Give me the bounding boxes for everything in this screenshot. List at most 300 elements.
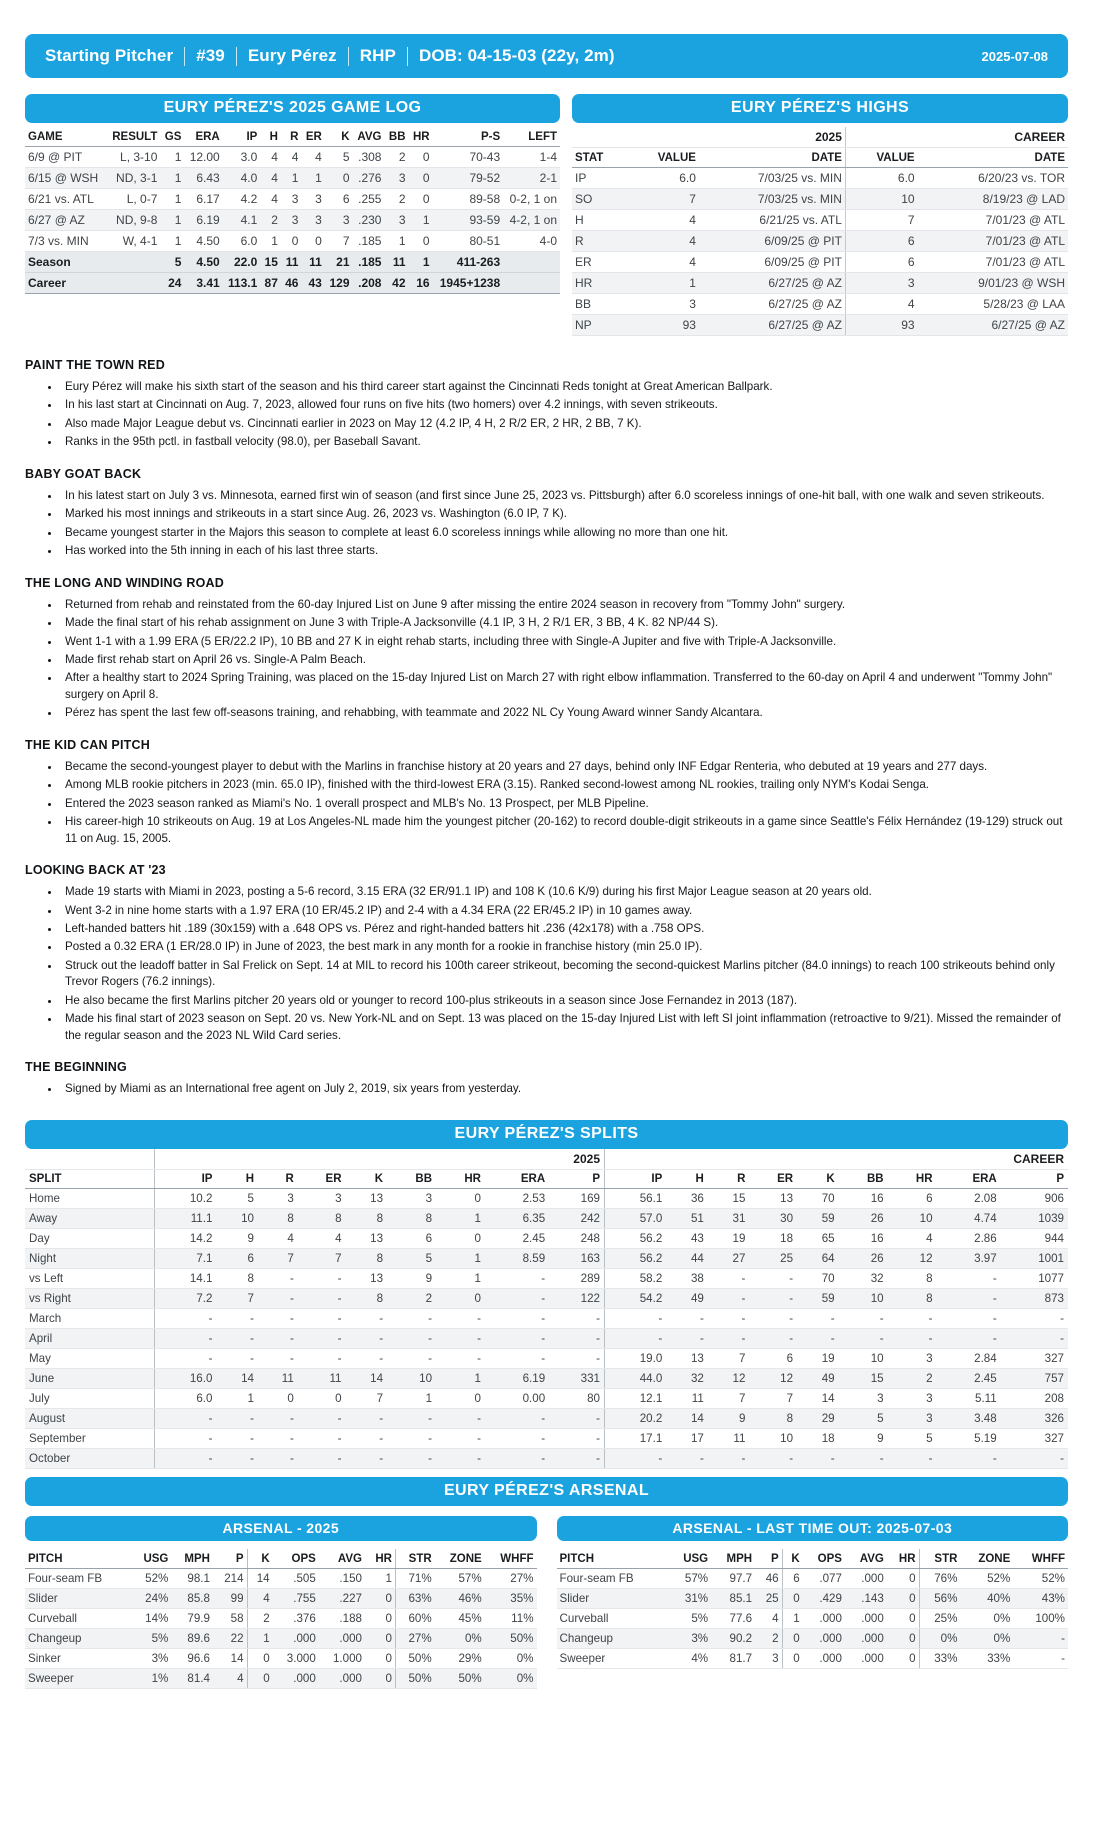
arsenal-last-out-cell: 3% xyxy=(668,1628,711,1648)
arsenal-2025-cell: 89.6 xyxy=(171,1628,213,1648)
splits-cell: 5 xyxy=(839,1408,888,1428)
highs-row xyxy=(572,294,1068,315)
splits-cell: - xyxy=(216,1428,258,1448)
splits-cell: - xyxy=(298,1448,346,1468)
splits-cell: - xyxy=(485,1448,549,1468)
arsenal-2025-cell: 5% xyxy=(131,1628,172,1648)
gamelog-cell: 7/3 vs. MIN xyxy=(25,231,106,252)
splits-cell: - xyxy=(298,1268,346,1288)
note-bullet: • Made 19 starts with Miami in 2023, posting a 5-6 record, 3.15 ERA (32 ER/91.1 IP) and 108 K (10.6 K/9) during his first Major League season at 20 years old. xyxy=(61,884,1068,900)
arsenal-last-out-cell: .000 xyxy=(845,1628,887,1648)
splits-cell: - xyxy=(258,1448,298,1468)
splits-section xyxy=(25,1120,1068,1469)
splits-cell: - xyxy=(216,1348,258,1368)
splits-cell: 44.0 xyxy=(605,1368,667,1388)
arsenal-2025-cell: .227 xyxy=(319,1588,365,1608)
gamelog-cell: 6 xyxy=(325,189,353,210)
arsenal-last-out-cell: 1 xyxy=(782,1608,803,1628)
splits-group-header-row xyxy=(25,1149,1068,1170)
arsenal-last-out-cell: 0% xyxy=(919,1628,960,1648)
splits-cell: 13 xyxy=(346,1268,388,1288)
arsenal-2025-cell: .376 xyxy=(273,1608,319,1628)
splits-cell: 32 xyxy=(666,1368,708,1388)
game-log-header-row xyxy=(25,127,560,147)
gamelog-cell: 2 xyxy=(384,147,408,168)
arsenal-last-out-col-hr: HR xyxy=(887,1549,919,1569)
note-bullet-list xyxy=(43,884,1068,1044)
arsenal-2025-cell: 0% xyxy=(435,1628,485,1648)
arsenal-last-out-cell: 0 xyxy=(782,1648,803,1668)
arsenal-last-out-cell: .000 xyxy=(803,1608,845,1628)
splits-cell: - xyxy=(485,1428,549,1448)
gamelog-cell: 1 xyxy=(260,231,281,252)
splits-cell: 8 xyxy=(888,1268,937,1288)
gamelog-cell: 6/27 @ AZ xyxy=(25,210,106,231)
splits-cell: - xyxy=(549,1448,604,1468)
gamelog-cell: 6/21 vs. ATL xyxy=(25,189,106,210)
gamelog-cell: 0 xyxy=(409,168,433,189)
note-bullet: • Became the second-youngest player to debut with the Marlins in franchise history at 20 years and 27 days, behind only INF Edgar Renteria, who debuted at 19 years and 277 days. xyxy=(61,759,1068,775)
gamelog-total-cell: 411-263 xyxy=(433,252,504,273)
splits-cell: 10 xyxy=(839,1288,888,1308)
splits-cell: - xyxy=(937,1448,1001,1468)
splits-cell: - xyxy=(436,1428,485,1448)
splits-cell: - xyxy=(387,1448,436,1468)
splits-cell: 18 xyxy=(749,1228,797,1248)
player-name: Eury Pérez xyxy=(247,46,337,65)
gamelog-cell: 6.0 xyxy=(223,231,261,252)
arsenal-last-out-cell: .000 xyxy=(803,1648,845,1668)
splits-cell: - xyxy=(749,1448,797,1468)
splits-cell: 8 xyxy=(346,1288,388,1308)
arsenal-2025-cell: .000 xyxy=(273,1628,319,1648)
splits-cell: - xyxy=(708,1288,750,1308)
splits-cell: Home xyxy=(25,1188,155,1208)
splits-cell: - xyxy=(258,1308,298,1328)
gamelog-cell: 70-43 xyxy=(433,147,504,168)
gamelog-col-hr: HR xyxy=(409,127,433,147)
arsenal-last-out-row xyxy=(557,1608,1069,1628)
splits-cell: 16.0 xyxy=(155,1368,217,1388)
gamelog-total-cell: 3.41 xyxy=(184,273,222,294)
gamelog-cell: 79-52 xyxy=(433,168,504,189)
arsenal-2025-col-mph: MPH xyxy=(171,1549,213,1569)
arsenal-2025-cell: 27% xyxy=(395,1628,434,1648)
gamelog-cell: 3 xyxy=(281,189,302,210)
splits-col-p-0: P xyxy=(549,1169,604,1188)
splits-cell: 0 xyxy=(258,1388,298,1408)
splits-cell: 8 xyxy=(216,1268,258,1288)
arsenal-2025-cell: 0% xyxy=(485,1668,537,1688)
highs-cell: H xyxy=(572,210,628,231)
gamelog-cell: 2 xyxy=(384,189,408,210)
arsenal-last-out-col-usg: USG xyxy=(668,1549,711,1569)
splits-cell: 59 xyxy=(797,1288,839,1308)
splits-cell: - xyxy=(155,1308,217,1328)
arsenal-2025-col-zone: ZONE xyxy=(435,1549,485,1569)
note-bullet: • Eury Pérez will make his sixth start of the season and his third career start against the Cincinnati Reds tonight at Great American Ballpark. xyxy=(61,379,1068,395)
highs-cell: 6.0 xyxy=(845,168,917,189)
gamelog-cell: 0 xyxy=(409,147,433,168)
highs-header-row xyxy=(572,148,1068,168)
splits-row xyxy=(25,1288,1068,1308)
splits-cell: 3 xyxy=(888,1408,937,1428)
arsenal-last-out-col-k: K xyxy=(782,1549,803,1569)
arsenal-2025-cell: 0 xyxy=(365,1628,395,1648)
gamelog-cell: 3.0 xyxy=(223,147,261,168)
highs-cell: 3 xyxy=(628,294,699,315)
splits-cell: - xyxy=(749,1288,797,1308)
highs-cell: IP xyxy=(572,168,628,189)
splits-cell: 0 xyxy=(298,1388,346,1408)
splits-row xyxy=(25,1348,1068,1368)
arsenal-last-out-cell: 0 xyxy=(782,1588,803,1608)
arsenal-2025-col-ops: OPS xyxy=(273,1549,319,1569)
note-bullet-list xyxy=(43,379,1068,451)
splits-cell: 2.45 xyxy=(485,1228,549,1248)
splits-cell: - xyxy=(258,1288,298,1308)
arsenal-last-out-col-p: P xyxy=(755,1549,782,1569)
splits-cell: - xyxy=(937,1288,1001,1308)
arsenal-last-out-cell: 0 xyxy=(887,1628,919,1648)
arsenal-2025-cell: 0 xyxy=(247,1648,273,1668)
splits-cell: 2 xyxy=(387,1288,436,1308)
gamelog-total-cell: 5 xyxy=(160,252,184,273)
splits-cell: 14 xyxy=(346,1368,388,1388)
splits-cell: - xyxy=(436,1448,485,1468)
gamelog-cell: L, 0-7 xyxy=(106,189,160,210)
splits-cell: 7.1 xyxy=(155,1248,217,1268)
arsenal-last-out-cell: Curveball xyxy=(557,1608,669,1628)
arsenal-2025-cell: 35% xyxy=(485,1588,537,1608)
arsenal-2025-cell: 29% xyxy=(435,1648,485,1668)
arsenal-2025-row xyxy=(25,1648,537,1668)
highs-cell: 7 xyxy=(628,189,699,210)
highs-row xyxy=(572,252,1068,273)
arsenal-2025-cell: 99 xyxy=(213,1588,247,1608)
arsenal-2025-cell: 14 xyxy=(247,1568,273,1588)
splits-cell: - xyxy=(666,1448,708,1468)
note-section-heading: THE KID CAN PITCH xyxy=(25,737,150,752)
splits-cell: - xyxy=(666,1308,708,1328)
highs-group-career: CAREER xyxy=(845,127,1068,148)
splits-cell: 242 xyxy=(549,1208,604,1228)
splits-cell: 20.2 xyxy=(605,1408,667,1428)
gamelog-total-cell: 24 xyxy=(160,273,184,294)
splits-cell: 0 xyxy=(436,1188,485,1208)
highs-table xyxy=(572,127,1068,336)
splits-cell: 3.48 xyxy=(937,1408,1001,1428)
arsenal-last-out-cell: 0 xyxy=(887,1588,919,1608)
arsenal-2025-col-k: K xyxy=(247,1549,273,1569)
gamelog-cell: 4.0 xyxy=(223,168,261,189)
arsenal-last-out-col-str: STR xyxy=(919,1549,960,1569)
splits-row xyxy=(25,1268,1068,1288)
splits-cell: 6 xyxy=(216,1248,258,1268)
arsenal-2025-cell: .000 xyxy=(273,1668,319,1688)
highs-cell: 4 xyxy=(845,294,917,315)
gamelog-col-k: K xyxy=(325,127,353,147)
splits-cell: - xyxy=(549,1408,604,1428)
splits-cell: 36 xyxy=(666,1188,708,1208)
arsenal-last-out-row xyxy=(557,1648,1069,1668)
splits-col-hr-1: HR xyxy=(888,1169,937,1188)
splits-cell: 1001 xyxy=(1001,1248,1068,1268)
arsenal-last-out-col-zone: ZONE xyxy=(960,1549,1013,1569)
splits-cell: 331 xyxy=(549,1368,604,1388)
gamelog-cell: 1 xyxy=(301,168,324,189)
note-bullet: • Has worked into the 5th inning in each of his last three starts. xyxy=(61,543,1068,559)
arsenal-2025-cell: 52% xyxy=(131,1568,172,1588)
arsenal-2025-row xyxy=(25,1628,537,1648)
splits-cell: 12 xyxy=(708,1368,750,1388)
splits-cell: - xyxy=(605,1308,667,1328)
arsenal-2025-cell: Curveball xyxy=(25,1608,131,1628)
splits-cell: 56.1 xyxy=(605,1188,667,1208)
arsenal-2025-cell: 214 xyxy=(213,1568,247,1588)
splits-cell: 0 xyxy=(436,1288,485,1308)
gamelog-cell: 3 xyxy=(301,189,324,210)
note-section-heading: LOOKING BACK AT '23 xyxy=(25,863,166,878)
splits-cell: 56.2 xyxy=(605,1248,667,1268)
gamelog-cell: 3 xyxy=(384,210,408,231)
splits-cell: 12.1 xyxy=(605,1388,667,1408)
splits-cell: 873 xyxy=(1001,1288,1068,1308)
arsenal-2025-cell: 0 xyxy=(247,1668,273,1688)
gamelog-cell: 2 xyxy=(260,210,281,231)
game-log-row xyxy=(25,147,560,168)
gamelog-cell: 1 xyxy=(160,168,184,189)
game-log-section xyxy=(25,94,560,336)
arsenal-last-out-col-mph: MPH xyxy=(711,1549,755,1569)
splits-cell: 13 xyxy=(346,1188,388,1208)
splits-cell: - xyxy=(797,1328,839,1348)
arsenal-2025-table xyxy=(25,1549,537,1689)
highs-cell: 9/01/23 @ WSH xyxy=(918,273,1068,294)
splits-cell: - xyxy=(387,1408,436,1428)
gamelog-cell: 0 xyxy=(301,231,324,252)
gamelog-total-cell xyxy=(106,252,160,273)
splits-cell: 9 xyxy=(216,1228,258,1248)
splits-col-r-1: R xyxy=(708,1169,750,1188)
splits-cell: 8 xyxy=(888,1288,937,1308)
note-bullet: • Became youngest starter in the Majors this season to complete at least 6.0 scoreless innings while allowing no more than one hit. xyxy=(61,525,1068,541)
player-dob: DOB: 04-15-03 (22y, 2m) xyxy=(418,46,615,65)
gamelog-cell: 4.50 xyxy=(184,231,222,252)
gamelog-cell: 4.1 xyxy=(223,210,261,231)
arsenal-2025-cell: .755 xyxy=(273,1588,319,1608)
highs-cell: 93 xyxy=(845,315,917,336)
splits-cell: 10 xyxy=(888,1208,937,1228)
gamelog-cell: 1 xyxy=(160,147,184,168)
note-bullet: • Marked his most innings and strikeouts in a start since Aug. 26, 2023 vs. Washington (6.0 IP, 7 K). xyxy=(61,506,1068,522)
highs-cell: 10 xyxy=(845,189,917,210)
gamelog-cell: ND, 3-1 xyxy=(106,168,160,189)
arsenal-last-out-cell: 0 xyxy=(887,1648,919,1668)
splits-cell: August xyxy=(25,1408,155,1428)
splits-cell: 49 xyxy=(797,1368,839,1388)
splits-cell: 3 xyxy=(258,1188,298,1208)
arsenal-2025-cell: 0 xyxy=(365,1668,395,1688)
splits-cell: 11 xyxy=(666,1388,708,1408)
arsenal-last-out-cell: 56% xyxy=(919,1588,960,1608)
splits-cell: - xyxy=(937,1328,1001,1348)
splits-cell: 757 xyxy=(1001,1368,1068,1388)
note-bullet: • Among MLB rookie pitchers in 2023 (min. 65.0 IP), finished with the third-lowest ERA (3.15). Ranked second-lowest among NL rookies, trailing only NYM's Kodai Senga. xyxy=(61,777,1068,793)
splits-cell: 1 xyxy=(436,1268,485,1288)
gamelog-cell: .255 xyxy=(353,189,385,210)
arsenal-last-out-cell: .000 xyxy=(845,1648,887,1668)
splits-cell: 122 xyxy=(549,1288,604,1308)
splits-cell: - xyxy=(749,1268,797,1288)
splits-cell: - xyxy=(666,1328,708,1348)
arsenal-last-out-cell: 97.7 xyxy=(711,1568,755,1588)
splits-cell: 8 xyxy=(387,1208,436,1228)
highs-col-2: DATE xyxy=(699,148,845,168)
splits-cell: - xyxy=(888,1448,937,1468)
note-section-heading: THE BEGINNING xyxy=(25,1060,127,1075)
splits-cell: 11 xyxy=(258,1368,298,1388)
note-bullet: • Pérez has spent the last few off-seasons training, and rehabbing, with teammate and 2022 NL Cy Young Award winner Sandy Alcantara. xyxy=(61,705,1068,721)
arsenal-2025-cell: Sweeper xyxy=(25,1668,131,1688)
arsenal-title: EURY PÉREZ'S ARSENAL xyxy=(25,1477,1068,1506)
gamelog-cell: 4-2, 1 on xyxy=(503,210,560,231)
splits-cell: - xyxy=(346,1328,388,1348)
gamelog-cell: 7 xyxy=(325,231,353,252)
splits-cell: 38 xyxy=(666,1268,708,1288)
splits-cell: - xyxy=(937,1308,1001,1328)
splits-cell: 57.0 xyxy=(605,1208,667,1228)
splits-cell: - xyxy=(749,1308,797,1328)
arsenal-last-out-cell: .143 xyxy=(845,1588,887,1608)
splits-col-split: SPLIT xyxy=(25,1169,155,1188)
arsenal-2025-col xyxy=(25,1516,537,1689)
splits-cell: - xyxy=(797,1448,839,1468)
gamelog-total-cell: 1 xyxy=(409,252,433,273)
splits-col-era-1: ERA xyxy=(937,1169,1001,1188)
arsenal-2025-cell: 0 xyxy=(365,1608,395,1628)
note-bullet: • Entered the 2023 season ranked as Miami's No. 1 overall prospect and MLB's No. 13 Prospect, per MLB Pipeline. xyxy=(61,796,1068,812)
arsenal-2025-col-p: P xyxy=(213,1549,247,1569)
game-log-total-row xyxy=(25,252,560,273)
splits-cell: 6 xyxy=(387,1228,436,1248)
arsenal-last-out-cell: 0 xyxy=(887,1568,919,1588)
highs-cell: 8/19/23 @ LAD xyxy=(918,189,1068,210)
splits-cell: 56.2 xyxy=(605,1228,667,1248)
gamelog-cell: 1 xyxy=(384,231,408,252)
splits-cell: - xyxy=(1001,1328,1068,1348)
gamelog-cell: 1 xyxy=(281,168,302,189)
splits-cell: 6.35 xyxy=(485,1208,549,1228)
arsenal-last-out-cell: .000 xyxy=(845,1568,887,1588)
splits-cell: 7 xyxy=(216,1288,258,1308)
gamelog-total-cell: 11 xyxy=(301,252,324,273)
gamelog-cell: 4-0 xyxy=(503,231,560,252)
note-bullet: • Struck out the leadoff batter in Sal Frelick on Sept. 14 at MIL to record his 100th career strikeout, becoming the second-quickest Marlins pitcher (84.0 innings) to reach 100 strikeouts behind only Trevor Rogers (76.2 innings). xyxy=(61,958,1068,991)
splits-cell: - xyxy=(1001,1448,1068,1468)
note-bullet: • Also made Major League debut vs. Cincinnati earlier in 2023 on May 12 (4.2 IP, 4 H, 2 R/2 ER, 2 HR, 2 BB, 7 K). xyxy=(61,416,1068,432)
splits-cell: 15 xyxy=(839,1368,888,1388)
splits-cell: 13 xyxy=(346,1228,388,1248)
arsenal-last-out-cell: 0 xyxy=(887,1608,919,1628)
splits-cell: - xyxy=(485,1308,549,1328)
arsenal-last-out-cell: 52% xyxy=(1013,1568,1068,1588)
splits-cell: 19.0 xyxy=(605,1348,667,1368)
top-tables-row xyxy=(25,94,1068,336)
arsenal-2025-cell: 1 xyxy=(365,1568,395,1588)
note-bullet: • Went 3-2 in nine home starts with a 1.97 ERA (10 ER/45.2 IP) and 2-4 with a 4.34 ERA (22 ER/45.2 IP) in 10 games away. xyxy=(61,903,1068,919)
splits-cell: vs Left xyxy=(25,1268,155,1288)
highs-cell: 6/27/25 @ AZ xyxy=(699,294,845,315)
arsenal-2025-cell: 50% xyxy=(395,1648,434,1668)
gamelog-cell: 4 xyxy=(260,147,281,168)
splits-cell: - xyxy=(436,1308,485,1328)
arsenal-2025-cell: .000 xyxy=(319,1628,365,1648)
note-section-heading: PAINT THE TOWN RED xyxy=(25,358,165,372)
splits-cell: - xyxy=(298,1288,346,1308)
splits-col-r-0: R xyxy=(258,1169,298,1188)
gamelog-cell: 3 xyxy=(301,210,324,231)
arsenal-last-out-cell: 25% xyxy=(919,1608,960,1628)
splits-cell: 169 xyxy=(549,1188,604,1208)
arsenal-2025-row xyxy=(25,1608,537,1628)
gamelog-cell: 1 xyxy=(160,231,184,252)
note-bullet: • Made first rehab start on April 26 vs. Single-A Palm Beach. xyxy=(61,652,1068,668)
splits-cell: 248 xyxy=(549,1228,604,1248)
highs-group-2025: 2025 xyxy=(628,127,846,148)
gamelog-total-cell: 11 xyxy=(281,252,302,273)
arsenal-2025-cell: 98.1 xyxy=(171,1568,213,1588)
note-bullet: • Ranks in the 95th pctl. in fastball velocity (98.0), per Baseball Savant. xyxy=(61,434,1068,450)
splits-cell: - xyxy=(485,1288,549,1308)
gamelog-cell: 0-2, 1 on xyxy=(503,189,560,210)
note-bullet-list xyxy=(43,488,1068,560)
arsenal-2025-cell: 50% xyxy=(395,1668,434,1688)
splits-cell: - xyxy=(346,1428,388,1448)
gamelog-cell: 3 xyxy=(325,210,353,231)
splits-cell: 1 xyxy=(216,1388,258,1408)
splits-cell: 13 xyxy=(749,1188,797,1208)
splits-cell: - xyxy=(216,1308,258,1328)
gamelog-col-ip: IP xyxy=(223,127,261,147)
arsenal-2025-cell: 57% xyxy=(435,1568,485,1588)
splits-cell: 2.86 xyxy=(937,1228,1001,1248)
gamelog-total-cell: 21 xyxy=(325,252,353,273)
player-throwing-hand: RHP xyxy=(359,46,396,65)
splits-cell: 7 xyxy=(258,1248,298,1268)
splits-cell: - xyxy=(1001,1308,1068,1328)
highs-col-3: VALUE xyxy=(845,148,917,168)
player-header-banner xyxy=(25,34,1068,78)
splits-cell: - xyxy=(298,1328,346,1348)
splits-cell: 70 xyxy=(797,1188,839,1208)
splits-cell: 0 xyxy=(436,1388,485,1408)
splits-cell: - xyxy=(605,1448,667,1468)
splits-cell: vs Right xyxy=(25,1288,155,1308)
splits-col-p-1: P xyxy=(1001,1169,1068,1188)
arsenal-last-out-cell: 33% xyxy=(919,1648,960,1668)
gamelog-cell: 1 xyxy=(160,210,184,231)
highs-cell: 93 xyxy=(628,315,699,336)
arsenal-2025-col-whff: WHFF xyxy=(485,1549,537,1569)
splits-cell: 0 xyxy=(436,1228,485,1248)
splits-cell: - xyxy=(298,1348,346,1368)
splits-cell: - xyxy=(387,1348,436,1368)
splits-cell: 18 xyxy=(797,1428,839,1448)
splits-cell: 327 xyxy=(1001,1348,1068,1368)
splits-cell: 208 xyxy=(1001,1388,1068,1408)
gamelog-cell: L, 3-10 xyxy=(106,147,160,168)
